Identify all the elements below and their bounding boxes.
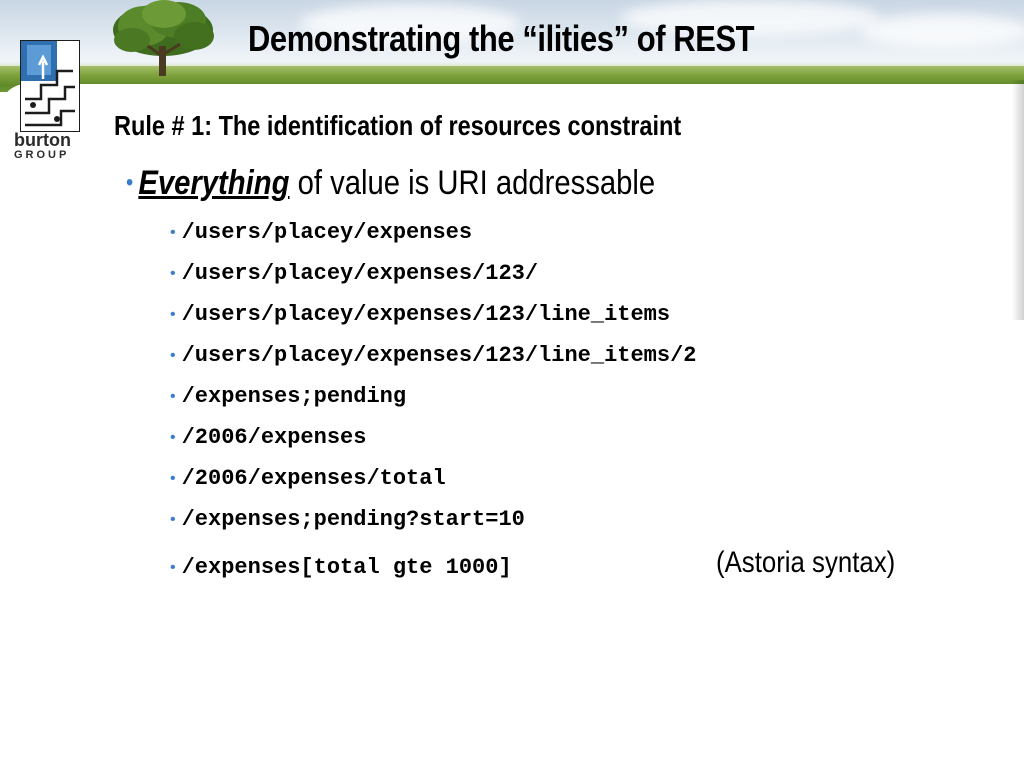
bullet-dot-icon: • — [170, 346, 176, 364]
bullet-dot-icon: • — [170, 264, 176, 282]
bullet-dot-icon: • — [170, 305, 176, 323]
uri-text: /expenses;pending?start=10 — [181, 507, 525, 532]
logo-word-bottom: GROUP — [14, 149, 70, 161]
uri-text: /users/placey/expenses/123/line_items — [181, 302, 671, 327]
main-bullet-emphasis: Everything — [138, 164, 290, 202]
uri-item — [170, 335, 697, 376]
uri-text: /expenses[total gte 1000] — [181, 555, 512, 580]
uri-item — [170, 499, 697, 540]
uri-item — [170, 376, 697, 417]
tree-icon — [104, 0, 222, 80]
panel-edge-shadow — [1012, 80, 1024, 320]
uri-text: /users/placey/expenses/123/ — [181, 261, 539, 286]
uri-text: /2006/expenses — [181, 425, 367, 450]
logo-word-top: burton — [14, 130, 71, 150]
bullet-dot-icon: • — [170, 558, 176, 576]
slide-subtitle: Rule # 1: The identification of resources constraint — [114, 110, 682, 141]
uri-list — [170, 212, 697, 588]
uri-item — [170, 294, 697, 335]
uri-text: /users/placey/expenses — [181, 220, 473, 245]
uri-text: /2006/expenses/total — [181, 466, 446, 491]
uri-item — [170, 458, 697, 499]
uri-item — [170, 253, 697, 294]
uri-text: /users/placey/expenses/123/line_items/2 — [181, 343, 697, 368]
astoria-note: (Astoria syntax) — [716, 546, 896, 579]
uri-item — [170, 547, 697, 588]
bullet-dot-icon: • — [170, 387, 176, 405]
main-bullet — [126, 164, 655, 203]
bullet-dot-icon: • — [170, 510, 176, 528]
main-bullet-text: of value is URI addressable — [289, 164, 656, 202]
bullet-dot-icon: • — [170, 223, 176, 241]
burton-logo-icon — [20, 40, 80, 132]
uri-text: /expenses;pending — [181, 384, 407, 409]
bullet-dot-icon: • — [126, 169, 134, 196]
bullet-dot-icon: • — [170, 428, 176, 446]
burton-logo-wordmark — [14, 131, 94, 161]
slide-title: Demonstrating the “ilities” of REST — [248, 18, 755, 59]
uri-item — [170, 212, 697, 253]
bullet-dot-icon: • — [170, 469, 176, 487]
uri-item — [170, 417, 697, 458]
